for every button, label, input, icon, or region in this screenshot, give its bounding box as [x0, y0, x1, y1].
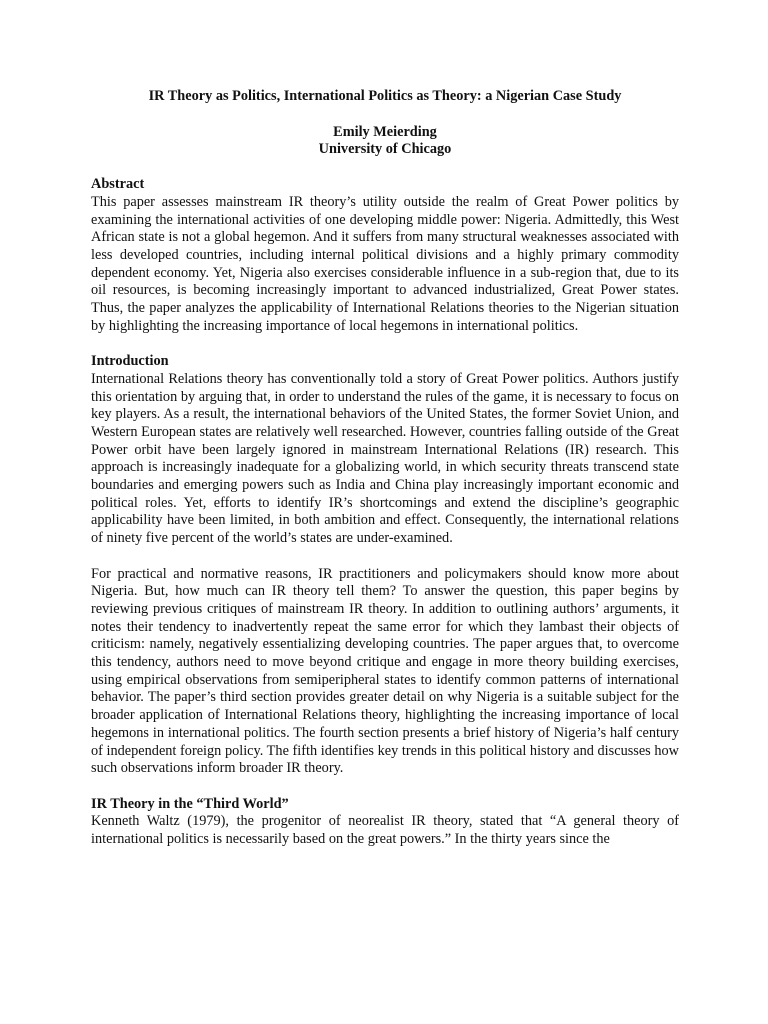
introduction-paragraph-1: International Relations theory has conventionally told a story of Great Power politics. Authors justify this orientation by arguing that, in order to understand the rules of the game, it is necessary to focus on key players. As a result, the international behaviors of the United States, the former Soviet Union, and Western European states are relatively well researched. However, countries falling outside of the Great Power orbit have been largely ignored in mainstream International Relations (IR) research. This approach is increasingly inadequate for a globalizing world, in which security threats transcend state boundaries and emerging powers such as India and China play increasingly important economic and political roles. Yet, efforts to identify IR’s shortcomings and extend the discipline’s geographic applicability have been limited, in both ambition and effect. Consequently, the international relations of ninety five percent of the world’s states are under-examined.: [91, 370, 679, 547]
paper-title: IR Theory as Politics, International Politics as Theory: a Nigerian Case Study: [148, 88, 622, 104]
section-heading-ir-theory-third-world: IR Theory in the “Third World”: [91, 795, 289, 812]
paragraph-spacer: [91, 778, 679, 796]
author-affiliation: University of Chicago: [318, 141, 452, 158]
paragraph-spacer: [91, 335, 679, 353]
ir-theory-paragraph: Kenneth Waltz (1979), the progenitor of neorealist IR theory, stated that “A general theory of international politics is necessarily based on the great powers.” In the thirty years since the: [91, 813, 679, 848]
section-heading-introduction: Introduction: [91, 353, 169, 370]
page-content: [91, 88, 679, 849]
introduction-paragraph-2: For practical and normative reasons, IR practitioners and policymakers should know more about Nigeria. But, how much can IR theory tell them? To answer the question, this paper begins by reviewing previous critiques of mainstream IR theory. In addition to outlining authors’ arguments, it notes their tendency to inadvertently repeat the same error for which they lambast their objects of criticism: namely, negatively essentializing developing countries. The paper argues that, to overcome this tendency, authors need to move beyond critique and engage in more theory building exercises, using empirical observations from semiperipheral states to identify common patterns of international behavior. The paper’s third section provides greater detail on why Nigeria is a suitable subject for the broader application of International Relations theory, highlighting the increasing importance of local hegemons in international politics. The fourth section presents a brief history of Nigeria’s half century of independent foreign policy. The fifth identifies key trends in this political history and discusses how such observations inform broader IR theory.: [91, 565, 679, 777]
section-heading-abstract: Abstract: [91, 176, 145, 193]
paragraph-spacer: [91, 548, 679, 566]
abstract-paragraph: This paper assesses mainstream IR theory’s utility outside the realm of Great Power politics by examining the international activities of one developing middle power: Nigeria. Admittedly, this West African state is not a global hegemon. And it suffers from many structural weaknesses associated with less developed countries, including internal political divisions and a highly primary commodity dependent economy. Yet, Nigeria also exercises considerable influence in a sub-region that, due to its oil resources, is becoming increasingly important to advanced industrialized, Great Power states. Thus, the paper analyzes the applicability of International Relations theories to the Nigerian situation by highlighting the increasing importance of local hegemons in international politics.: [91, 193, 679, 334]
author-name: Emily Meierding: [333, 123, 437, 140]
